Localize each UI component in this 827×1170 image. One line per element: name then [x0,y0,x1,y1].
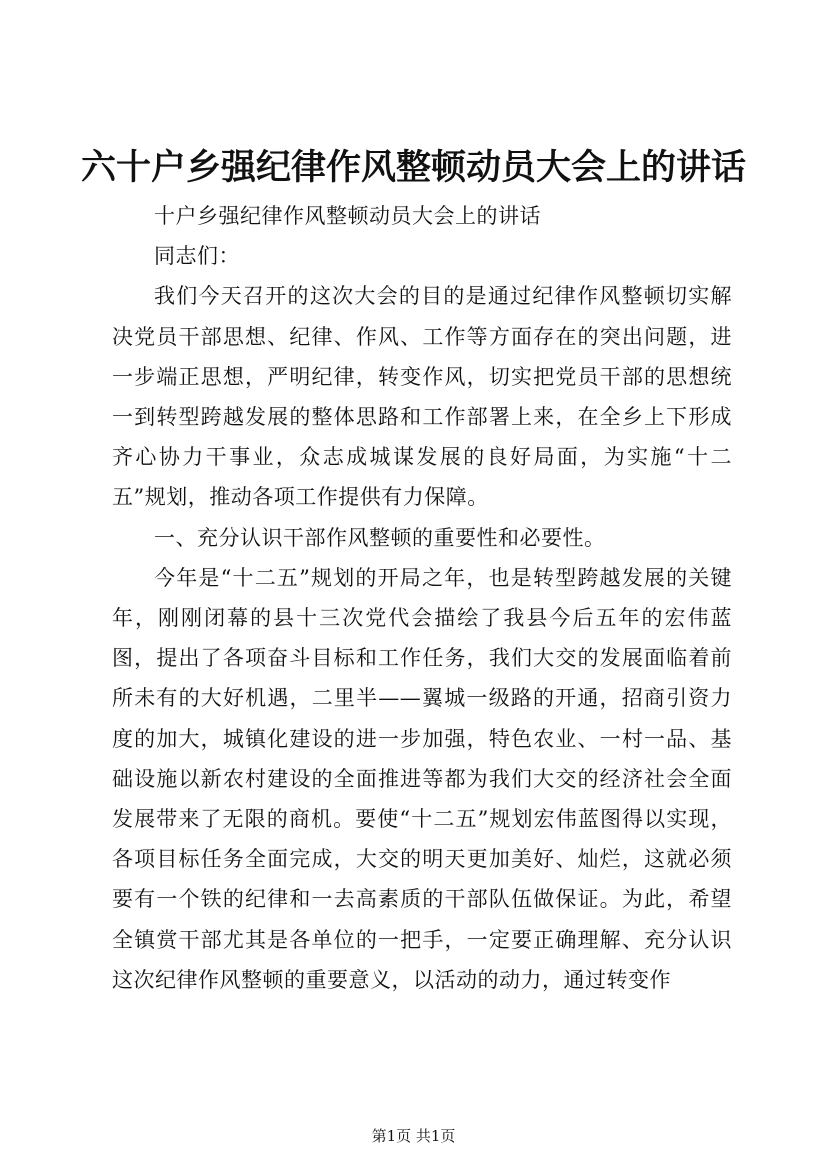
section-heading: 一、充分认识干部作风整顿的重要性和必要性。 [154,525,606,550]
subtitle-paragraph: 十户乡强纪律作风整顿动员大会上的讲话 [154,204,541,228]
body-paragraph: 我们今天召开的这次大会的目的是通过纪律作风整顿切实解决党员干部思想、纪律、作风、工作等方面存在的突出问题，进一步端正思想，严明纪律，转变作风，切实把党员干部的思想统一到转型跨越发展的整体思路和工作部署上来，在全乡上下形成齐心协力干事业，众志成城谋发展的良好局面，为实施“十二五”规划，推动各项工作提供有力保障。 [112,284,732,510]
body-paragraph: 今年是“十二五”规划的开局之年，也是转型跨越发展的关键年，刚刚闭幕的县十三次党代会描绘了我县今后五年的宏伟蓝图，提出了各项奋斗目标和工作任务，我们大交的发展面临着前所未有的大好机遇，二里半——翼城一级路的开通，招商引资力度的加大，城镇化建设的进一步加强，特色农业、一村一品、基础设施以新农村建设的全面推进等都为我们大交的经济社会全面发展带来了无限的商机。要使“十二五”规划宏伟蓝图得以实现，各项目标任务全面完成，大交的明天更加美好、灿烂，这就必须要有一个铁的纪律和一去高素质的干部队伍做保证。为此，希望全镇赏干部尤其是各单位的一把手，一定要正确理解、充分认识这次纪律作风整顿的重要意义，以活动的动力，通过转变作 [112,565,732,992]
document-title: 六十户乡强纪律作风整顿动员大会上的讲话 [80,147,746,188]
page-footer: 第1页 共1页 [371,1127,456,1145]
document-body [112,196,732,1000]
greeting-paragraph: 同志们： [154,244,240,269]
